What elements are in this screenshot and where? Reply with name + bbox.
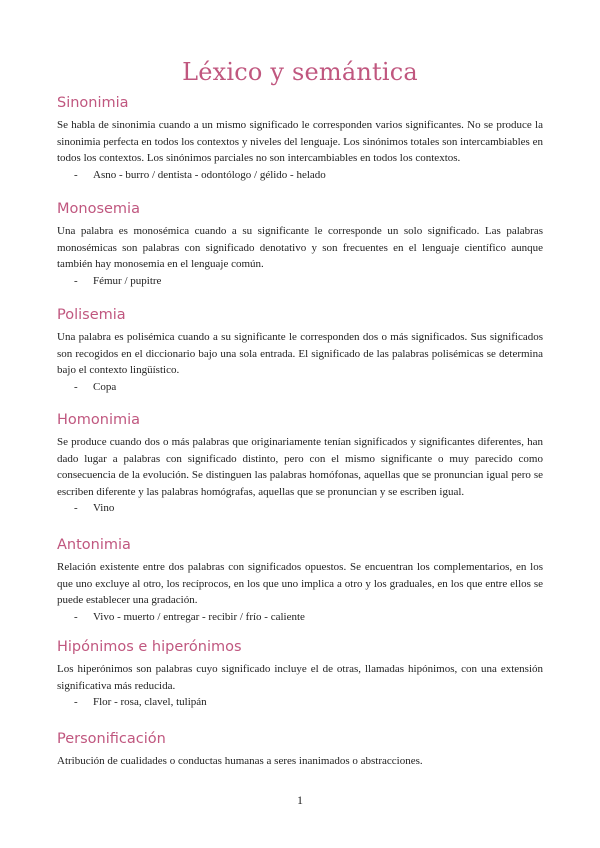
page-number: 1 <box>297 793 303 807</box>
example-item <box>57 694 543 711</box>
list-dash: - <box>74 168 78 181</box>
section-antonimia <box>57 536 543 625</box>
section-monosemia <box>57 200 543 289</box>
section-heading: Antonimia <box>57 537 131 553</box>
list-dash: - <box>74 696 78 709</box>
example-item <box>57 500 543 517</box>
example-text: Fémur / pupitre <box>93 274 162 287</box>
example-text: Flor - rosa, clavel, tulipán <box>93 696 207 709</box>
section-hiponimos <box>57 638 543 711</box>
section-heading: Homonimia <box>57 412 141 428</box>
section-paragraph: Relación existente entre dos palabras con significados opuestos. Se encuentran los complementarios, en los que uno excluye al otro, los recíprocos, en los que uno implica a otro y los graduales, en los que entre ellos se puede establecer una gradación. <box>57 561 543 607</box>
section-heading: Monosemia <box>57 201 140 217</box>
example-text: Copa <box>93 380 117 393</box>
section-homonimia <box>57 411 543 517</box>
list-dash: - <box>74 274 78 287</box>
section-paragraph: Los hiperónimos son palabras cuyo significado incluye el de otras, llamadas hipónimos, con una extensión significativa más reducida. <box>57 663 543 692</box>
section-heading: Sinonimia <box>57 95 129 111</box>
example-text: Vivo - muerto / entregar - recibir / frío - caliente <box>93 610 305 623</box>
example-text: Vino <box>93 502 115 515</box>
section-sinonimia <box>57 94 543 183</box>
page-title: Léxico y semántica <box>182 58 418 86</box>
section-paragraph: Atribución de cualidades o conductas humanas a seres inanimados o abstracciones. <box>57 755 423 767</box>
section-paragraph: Una palabra es polisémica cuando a su significante le corresponden dos o más significados. Sus significados son recogidos en el diccionario bajo una sola entrada. El significado de las palabras polisémicas se determina bajo el contexto lingüístico. <box>57 331 543 377</box>
example-item <box>57 273 543 290</box>
list-dash: - <box>74 502 78 515</box>
section-paragraph: Una palabra es monosémica cuando a su significante le corresponde un solo significado. Las palabras monosémicas son palabras con significado denotativo y son frecuentes en el lenguaje científico aunque también hay monosemia en el lenguaje común. <box>57 225 543 271</box>
list-dash: - <box>74 610 78 623</box>
section-personificacion <box>57 730 543 770</box>
section-heading: Hipónimos e hiperónimos <box>57 639 242 655</box>
list-dash: - <box>74 380 78 393</box>
example-item <box>57 609 543 626</box>
section-paragraph: Se habla de sinonimia cuando a un mismo significado le corresponden varios significantes. No se produce la sinonimia perfecta en todos los contextos y niveles del lenguaje. Los sinónimos totales son intercambiables en todos los contextos. Los sinónimos parciales no son intercambiables en todos los contextos. <box>57 119 543 165</box>
section-heading: Personificación <box>57 731 166 747</box>
example-text: Asno - burro / dentista - odontólogo / gélido - helado <box>93 168 326 181</box>
section-paragraph: Se produce cuando dos o más palabras que originariamente tenían significados y significantes diferentes, han dado lugar a palabras con significado distinto, pero con el mismo significante o muy parecido como consecuencia de la evolución. Se distinguen las palabras homófonas, aquellas que se pronuncian igual pero se escriben diferente y las palabras homógrafas, aquellas que se pronuncian y se escriben igual. <box>57 436 543 498</box>
section-polisemia <box>57 306 543 395</box>
example-item <box>57 379 543 396</box>
example-item <box>57 167 543 184</box>
section-heading: Polisemia <box>57 307 126 323</box>
